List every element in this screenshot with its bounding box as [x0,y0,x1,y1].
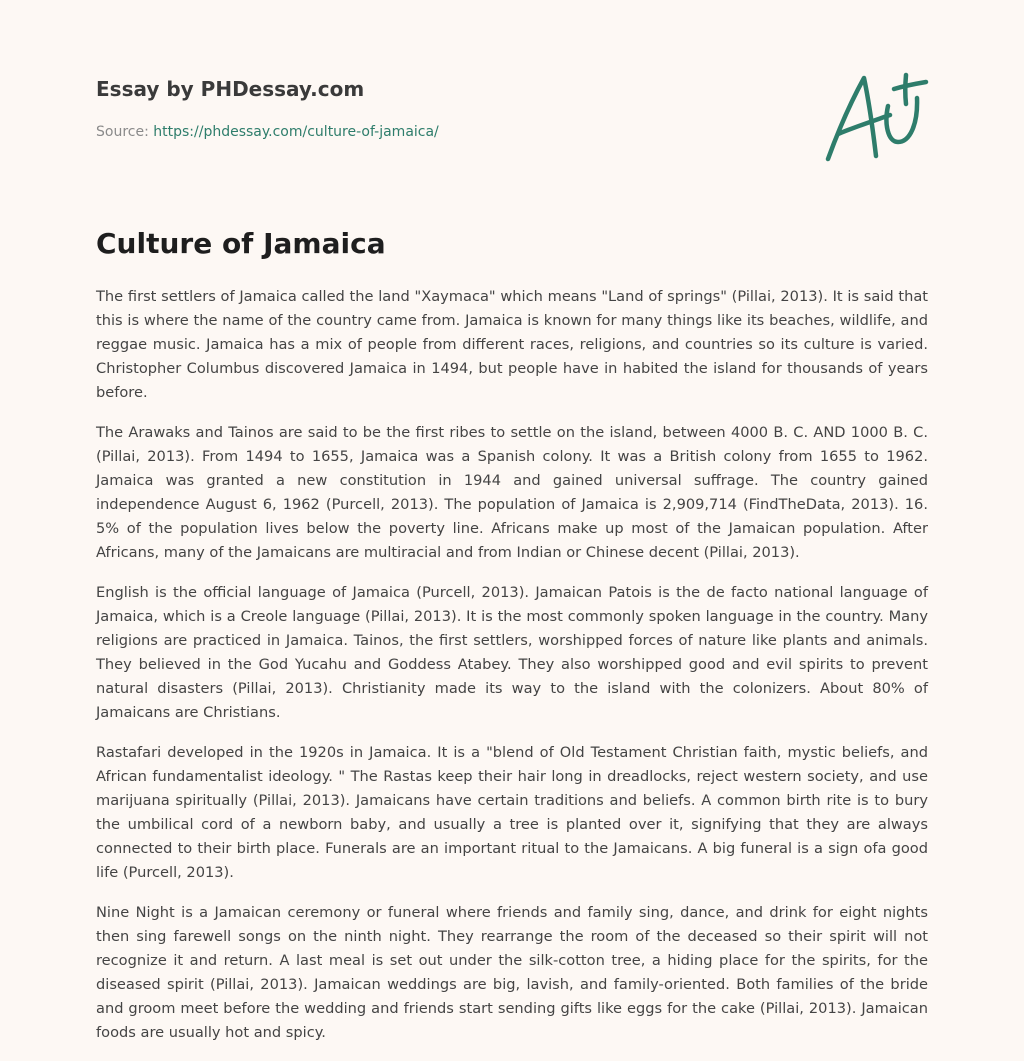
a-plus-grade-icon [818,62,938,172]
source-label: Source: [96,124,154,140]
page-header [96,74,928,142]
article-body [96,285,928,1061]
article-paragraph: The first settlers of Jamaica called the land "Xaymaca" which means "Land of springs" (Pillai, 2013). It is said that this is where the name of the country came from. Jamaica is known for many things like its beaches, wildlife, and reggae music. Jamaica has a mix of people from different races, religions, and countries so its culture is varied. Christopher Columbus discovered Jamaica in 1494, but people have in habited the island for thousands of years before. [96,288,928,401]
article-paragraph: English is the official language of Jamaica (Purcell, 2013). Jamaican Patois is the de facto national language of Jamaica, which is a Creole language (Pillai, 2013). It is the most commonly spoken language in the country. Many religions are practiced in Jamaica. Tainos, the first settlers, worshipped forces of nature like plants and animals. They believed in the God Yucahu and Goddess Atabey. They also worshipped good and evil spirits to prevent natural disasters (Pillai, 2013). Christianity made its way to the island with the colonizers. About 80% of Jamaicans are Christians. [96,584,928,721]
source-link[interactable]: https://phdessay.com/culture-of-jamaica/ [153,124,439,140]
article-title: Culture of Jamaica [96,227,386,260]
source-line [96,122,928,142]
article-paragraph: Nine Night is a Jamaican ceremony or funeral where friends and family sing, dance, and drink for eight nights then sing farewell songs on the ninth night. They rearrange the room of the deceased so their spirit will not recognize it and return. A last meal is set out under the silk-cotton tree, a hiding place for the spirits, for the diseased spirit (Pillai, 2013). Jamaican weddings are big, lavish, and family-oriented. Both families of the bride and groom meet before the wedding and friends start sending gifts like eggs for the cake (Pillai, 2013). Jamaican foods are usually hot and spicy. [96,904,928,1041]
article-paragraph: Rastafari developed in the 1920s in Jamaica. It is a "blend of Old Testament Christian faith, mystic beliefs, and African fundamentalist ideology. " The Rastas keep their hair long in dreadlocks, reject western society, and use marijuana spiritually (Pillai, 2013). Jamaicans have certain traditions and beliefs. A common birth rite is to bury the umbilical cord of a newborn baby, and usually a tree is planted over it, signifying that they are always connected to their birth place. Funerals are an important ritual to the Jamaicans. A big funeral is a sign ofa good life (Purcell, 2013). [96,744,928,881]
site-title: Essay by PHDessay.com [96,77,365,101]
article-paragraph: The Arawaks and Tainos are said to be the first ribes to settle on the island, between 4000 B. C. AND 1000 B. C. (Pillai, 2013). From 1494 to 1655, Jamaica was a Spanish colony. It was a British colony from 1655 to 1962. Jamaica was granted a new constitution in 1944 and gained universal suffrage. The country gained independence August 6, 1962 (Purcell, 2013). The population of Jamaica is 2,909,714 (FindTheData, 2013). 16. 5% of the population lives below the poverty line. Africans make up most of the Jamaican population. After Africans, many of the Jamaicans are multiracial and from Indian or Chinese decent (Pillai, 2013). [96,424,928,561]
